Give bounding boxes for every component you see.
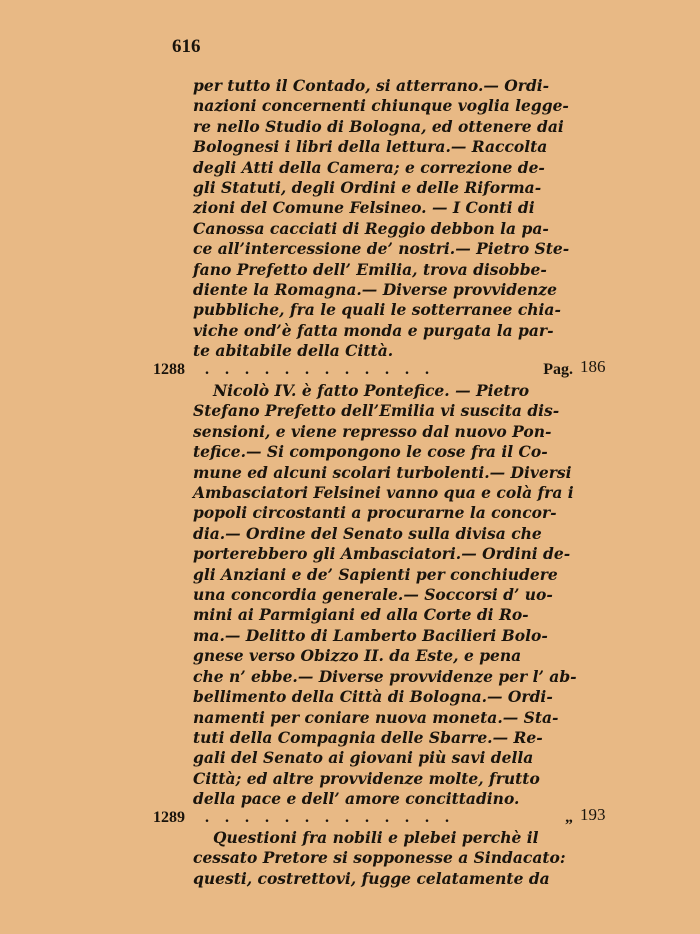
text-line: gnese verso Obizzo II. da Este, e pena — [193, 646, 522, 666]
text-line: viche ond’è fatta monda e purgata la par- — [193, 320, 554, 340]
text-line: Stefano Prefetto dell’Emilia vi suscita dis- — [193, 401, 560, 421]
text-line: te abitabile della Città. — [193, 341, 394, 361]
entry-year: 1288 — [153, 361, 185, 378]
text-line: popoli circostanti a procurarne la concor- — [193, 503, 557, 523]
text-line: gali del Senato ai giovani più savi della — [193, 748, 534, 768]
text-line: una concordia generale.— Soccorsi d’ uo- — [193, 585, 553, 605]
leader-dots: . . . . . . . . . . . . . — [205, 809, 455, 826]
text-line: Canossa cacciati di Reggio debbon la pa- — [193, 218, 549, 238]
leader-dots: . . . . . . . . . . . . — [205, 361, 435, 378]
text-line: che n’ ebbe.— Diverse provvidenze per l’ ab- — [193, 666, 577, 686]
page-number: 616 — [172, 36, 201, 57]
text-line: degli Atti della Camera; e correzione de- — [193, 157, 545, 177]
text-line: porterebbero gli Ambasciatori.— Ordini de- — [193, 544, 571, 564]
text-block-2 — [193, 381, 577, 810]
text-line: fano Prefetto dell’ Emilia, trova disobbe- — [193, 259, 547, 279]
text-block-3 — [193, 828, 567, 889]
text-line: Questioni fra nobili e plebei perchè il — [213, 828, 539, 847]
text-line: zioni del Comune Felsineo. — I Conti di — [193, 198, 535, 218]
text-line: mini ai Parmigiani ed alla Corte di Ro- — [193, 605, 529, 625]
text-line: della pace e dell’ amore concittadino. — [193, 789, 520, 809]
text-line: Città; ed altre provvidenze molte, frutto — [193, 768, 540, 788]
page-reference: Pag. — [543, 361, 573, 378]
text-line: ma.— Delitto di Lamberto Bacilieri Bolo- — [193, 625, 548, 645]
text-line: Nicolò IV. è fatto Pontefice. — Pietro — [213, 381, 530, 400]
text-line: gli Anziani e de’ Sapienti per conchiudere — [193, 564, 558, 584]
text-line: tuti della Compagnia delle Sbarre.— Re- — [193, 727, 543, 747]
text-line: questi, costrettovi, fugge celatamente da — [193, 868, 550, 888]
text-line: tefice.— Si compongono le cose fra il Co- — [193, 442, 548, 462]
text-line: nazioni concernenti chiunque voglia legge- — [193, 96, 569, 116]
text-line: gli Statuti, degli Ordini e delle Riforma- — [193, 178, 542, 198]
text-line: Ambasciatori Felsinei vanno qua e colà fra i — [193, 483, 574, 503]
text-line: dia.— Ordine del Senato sulla divisa che — [193, 523, 542, 543]
text-line: pubbliche, fra le quali le sotterranee chia- — [193, 300, 561, 320]
margin-page-number: 186 — [580, 357, 606, 376]
entry-heading-1288 — [153, 360, 573, 380]
text-line: namenti per coniare nuova moneta.— Sta- — [193, 707, 559, 727]
text-line: sensioni, e viene represso dal nuovo Pon- — [193, 421, 552, 441]
text-line: re nello Studio di Bologna, ed ottenere dai — [193, 116, 564, 136]
entry-heading-1289 — [153, 808, 573, 828]
text-line: ce all’intercessione de’ nostri.— Pietro Ste- — [193, 239, 570, 259]
margin-page-number: 193 — [580, 805, 606, 824]
text-line: Bolognesi i libri della lettura.— Raccolta — [193, 137, 548, 157]
entry-year: 1289 — [153, 809, 185, 826]
text-line: mune ed alcuni scolari turbolenti.— Diversi — [193, 462, 572, 482]
text-block-1 — [193, 76, 570, 362]
text-line: diente la Romagna.— Diverse provvidenze — [193, 280, 557, 300]
text-line: bellimento della Città di Bologna.— Ordi- — [193, 687, 553, 707]
text-line: cessato Pretore si sopponesse a Sindacato: — [193, 848, 566, 868]
page-reference: „ — [565, 809, 573, 826]
text-line: per tutto il Contado, si atterrano.— Ordi- — [193, 76, 550, 95]
